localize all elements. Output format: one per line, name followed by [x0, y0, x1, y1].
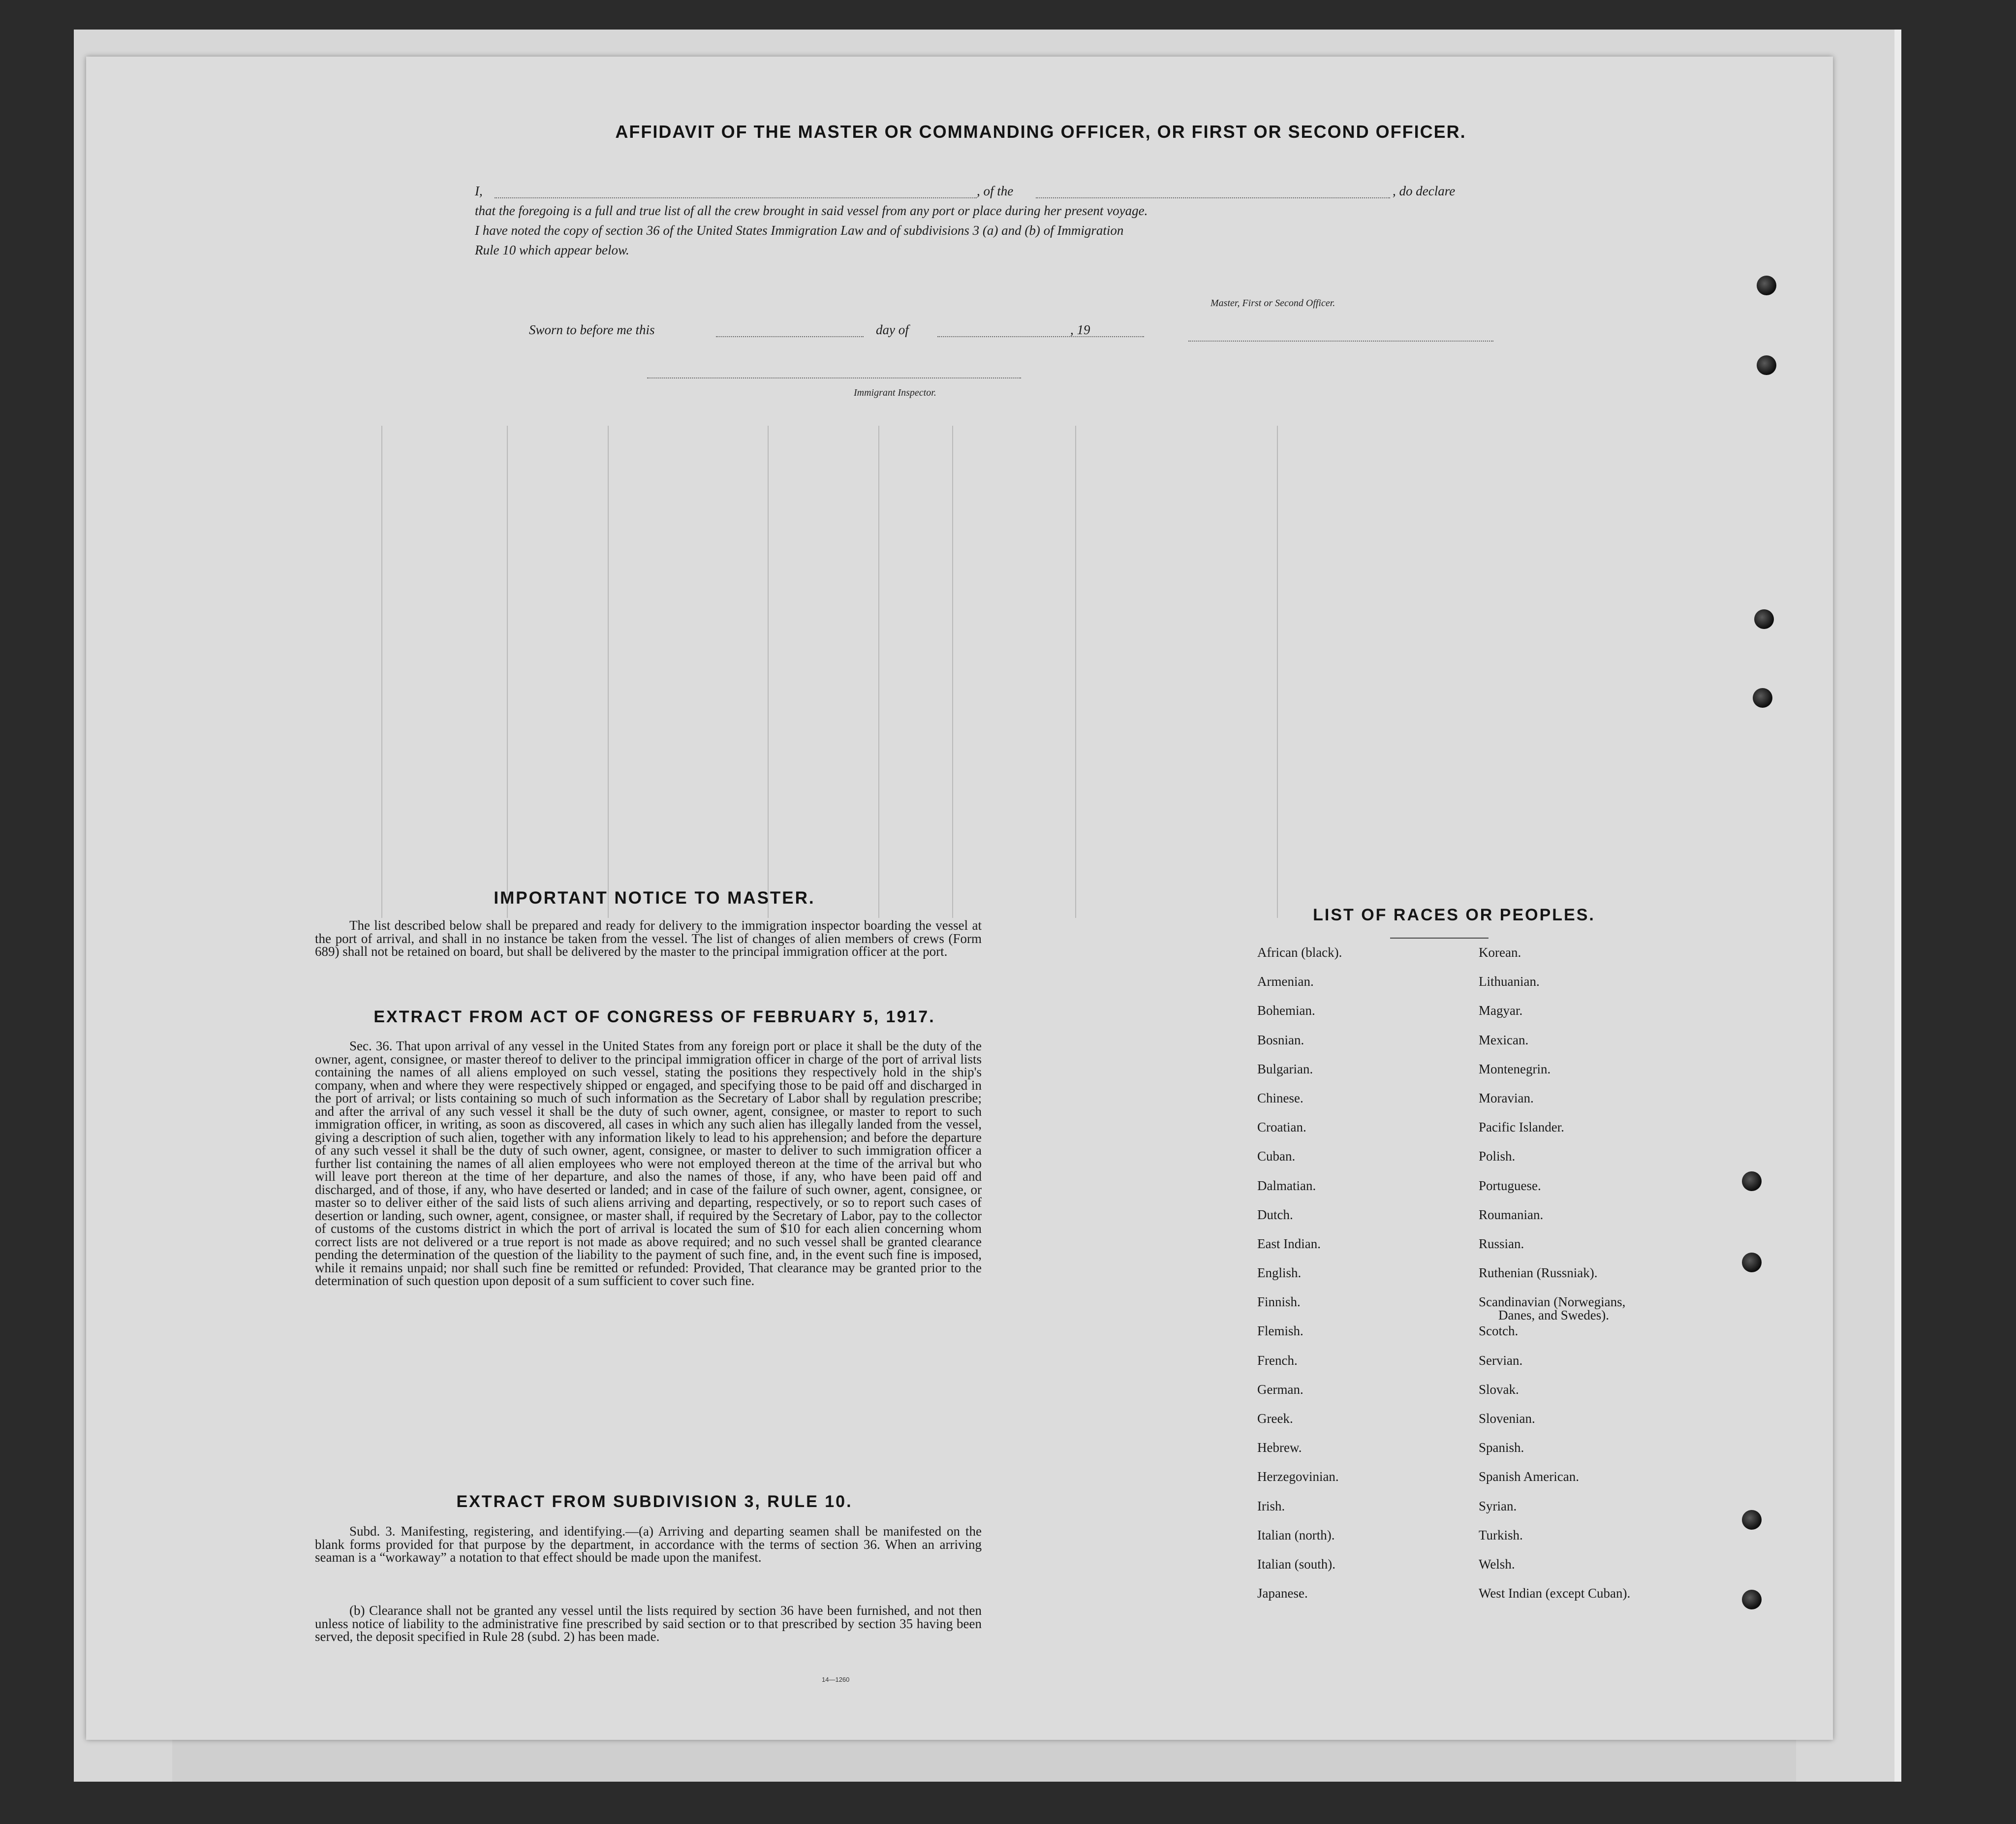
- punch-hole-icon: [1742, 1510, 1762, 1530]
- race-item: West Indian (except Cuban).: [1479, 1586, 1631, 1601]
- race-item: Spanish.: [1479, 1440, 1524, 1455]
- ghost-rule: [608, 426, 609, 918]
- race-item: Magyar.: [1479, 1003, 1523, 1018]
- race-item-continuation: Danes, and Swedes).: [1498, 1308, 1609, 1323]
- race-item: Syrian.: [1479, 1498, 1517, 1513]
- sworn-month-blank[interactable]: [937, 335, 1144, 337]
- race-item: Armenian.: [1257, 974, 1314, 989]
- affidavit-i-label: I,: [475, 184, 483, 198]
- sworn-day-blank[interactable]: [716, 335, 864, 337]
- race-item: Croatian.: [1257, 1120, 1306, 1135]
- race-item: African (black).: [1257, 945, 1342, 960]
- race-item: Servian.: [1479, 1352, 1523, 1368]
- ghost-rule: [507, 426, 508, 918]
- manifest-page: [86, 57, 1833, 1740]
- inspector-signature-blank[interactable]: [647, 377, 1021, 378]
- race-item: Flemish.: [1257, 1323, 1303, 1339]
- race-item: Russian.: [1479, 1236, 1524, 1251]
- punch-hole-icon: [1754, 609, 1774, 629]
- affidavit-declare-label: , do declare: [1393, 184, 1456, 198]
- ghost-rule: [381, 426, 382, 918]
- race-item: Lithuanian.: [1479, 974, 1540, 989]
- race-item: Scotch.: [1479, 1323, 1519, 1339]
- races-left-column: [1257, 945, 1342, 1615]
- race-item: Montenegrin.: [1479, 1061, 1551, 1076]
- extract-act-text: Sec. 36. That upon arrival of any vessel in the United States from any foreign port or place it shall be the duty of the owner, agent, consignee, or master thereof to deliver to the principal immigration officer in charge of the port of arrival lists containing the names of all aliens employed on such vessel, stating the positions they respectively hold in the ship's company, when and where they were respectively shipped or engaged, and specifying those to be paid off and discharged in the port of arrival; or lists containing so much of such information as the Secretary of Labor shall by regulation prescribe; and after the arrival of any such vessel it shall be the duty of such owner, agent, consignee, or master to report to such immigration officer, in writing, as soon as discovered, all cases in which any such alien has illegally landed from the vessel, giving a description of such alien, together with any information likely to lead to his apprehension; and before the departure of any such vessel it shall be the duty of such owner, agent, consignee, or master to deliver to such immigration officer a further list containing the names of all alien employees who were not employed thereon at the time of the arrival but who will leave port thereon at the time of her departure, and also the names of those, if any, who have been paid off and discharged, and of those, if any, who have deserted or landed; and in case of the failure of such owner, agent, consignee, or master so to deliver either of the said lists of such aliens arriving and departing, respectively, or so to report such cases of desertion or landing, such owner, agent, consignee, or master shall, if required by the Secretary of Labor, pay to the collector of customs of the customs district in which the port of arrival is located the sum of $10 for each alien concerning whom correct lists are not delivered or a true report is not made as above required; and no such vessel shall be granted clearance pending the determination of the question of the liability to the payment of such fine, and, in the event such fine is imposed, while it remains unpaid; nor shall such fine be remitted or refunded: Provided, That clearance may be granted prior to the determination of such question upon deposit of a sum sufficient to cover such fine.: [315, 1038, 982, 1288]
- ghost-rule: [952, 426, 953, 918]
- vessel-blank[interactable]: [1036, 196, 1390, 198]
- extract-rule-text-b: (b) Clearance shall not be granted any vessel until the lists required by section 36 have been furnished, and not then unless notice of liability to the administrative fine prescribed by said section or to that prescribed by section 35 having been served, the deposit specified in Rule 28 (subd. 2) has been made.: [315, 1603, 982, 1644]
- master-signature-blank[interactable]: [1188, 340, 1493, 342]
- race-item: Herzegovinian.: [1257, 1469, 1339, 1484]
- races-right-column: [1479, 945, 1630, 1615]
- punch-hole-icon: [1742, 1171, 1762, 1191]
- race-item: Greek.: [1257, 1411, 1293, 1426]
- race-item: Dalmatian.: [1257, 1178, 1316, 1193]
- race-item: Dutch.: [1257, 1207, 1293, 1222]
- punch-hole-icon: [1742, 1590, 1762, 1609]
- ghost-rule: [768, 426, 769, 918]
- punch-hole-icon: [1757, 355, 1776, 375]
- race-item: Finnish.: [1257, 1294, 1301, 1310]
- race-item: Bulgarian.: [1257, 1061, 1313, 1076]
- race-item: Korean.: [1479, 945, 1521, 960]
- race-item: Roumanian.: [1479, 1207, 1544, 1222]
- race-item: Cuban.: [1257, 1149, 1296, 1164]
- race-item: Spanish American.: [1479, 1469, 1579, 1484]
- race-item: Irish.: [1257, 1498, 1285, 1513]
- punch-hole-icon: [1742, 1253, 1762, 1272]
- master-signature-label: Master, First or Second Officer.: [1210, 298, 1335, 309]
- race-item: Welsh.: [1479, 1556, 1515, 1572]
- extract-rule-title: EXTRACT FROM SUBDIVISION 3, RULE 10.: [456, 1492, 853, 1511]
- race-item: Pacific Islander.: [1479, 1120, 1564, 1135]
- race-item: German.: [1257, 1382, 1303, 1397]
- punch-hole-icon: [1753, 688, 1772, 708]
- affidavit-line-3: I have noted the copy of section 36 of the United States Immigration Law and of subdivisions 3 (a) and (b) of Immigration: [475, 223, 1124, 238]
- race-item: Turkish.: [1479, 1527, 1523, 1542]
- affidavit-of-the-label: , of the: [977, 184, 1014, 198]
- affidavit-line-2: that the foregoing is a full and true list of all the crew brought in said vessel from any port or place during her present voyage.: [475, 203, 1148, 218]
- punch-hole-icon: [1757, 276, 1776, 295]
- ghost-rule: [1277, 426, 1278, 918]
- race-item: Ruthenian (Russniak).: [1479, 1265, 1598, 1281]
- form-number: 14—1260: [822, 1676, 850, 1683]
- sworn-label: Sworn to before me this: [529, 322, 655, 337]
- race-item-scandinavian: [1479, 1294, 1630, 1323]
- race-item: Portuguese.: [1479, 1178, 1541, 1193]
- race-item: Moravian.: [1479, 1090, 1534, 1105]
- races-rule: [1390, 938, 1489, 939]
- day-of-label: day of: [876, 322, 909, 337]
- race-item: Mexican.: [1479, 1032, 1529, 1047]
- race-item: Bosnian.: [1257, 1032, 1304, 1047]
- race-item: Hebrew.: [1257, 1440, 1302, 1455]
- race-item: English.: [1257, 1265, 1302, 1281]
- ghost-rule: [1075, 426, 1076, 918]
- race-item: Italian (north).: [1257, 1527, 1335, 1542]
- race-item: Slovenian.: [1479, 1411, 1535, 1426]
- extract-rule-text-a: Subd. 3. Manifesting, registering, and identifying.—(a) Arriving and departing seamen shall be manifested on the blank forms provided for that purpose by the department, in accordance with the terms of section 36. When an arriving seaman is a “workaway” a notation to that effect should be made upon the manifest.: [315, 1524, 982, 1565]
- race-item: Japanese.: [1257, 1586, 1308, 1601]
- affidavit-line-4: Rule 10 which appear below.: [475, 243, 629, 257]
- race-item: French.: [1257, 1352, 1298, 1368]
- year-label: , 19: [1070, 322, 1090, 337]
- race-item: Chinese.: [1257, 1090, 1303, 1105]
- ghost-rule: [878, 426, 879, 918]
- affidavit-title: AFFIDAVIT OF THE MASTER OR COMMANDING OFFICER, OR FIRST OR SECOND OFFICER.: [615, 122, 1466, 142]
- notice-title: IMPORTANT NOTICE TO MASTER.: [494, 888, 815, 908]
- race-item: Polish.: [1479, 1149, 1516, 1164]
- race-item: Italian (south).: [1257, 1556, 1335, 1572]
- race-item: Bohemian.: [1257, 1003, 1315, 1018]
- inspector-label: Immigrant Inspector.: [854, 387, 936, 398]
- race-item: Slovak.: [1479, 1382, 1519, 1397]
- name-blank[interactable]: [495, 196, 977, 198]
- race-item-text: Scandinavian (Norwegians,: [1479, 1294, 1626, 1310]
- notice-text: The list described below shall be prepared and ready for delivery to the immigration inspector boarding the vessel at the port of arrival, and shall in no instance be taken from the vessel. The list of changes of alien members of crews (Form 689) shall not be retained on board, but shall be delivered by the master to the principal immigration officer at the port.: [315, 918, 982, 959]
- extract-act-title: EXTRACT FROM ACT OF CONGRESS OF FEBRUARY 5, 1917.: [373, 1007, 935, 1026]
- races-title: LIST OF RACES OR PEOPLES.: [1313, 906, 1595, 924]
- race-item: East Indian.: [1257, 1236, 1321, 1251]
